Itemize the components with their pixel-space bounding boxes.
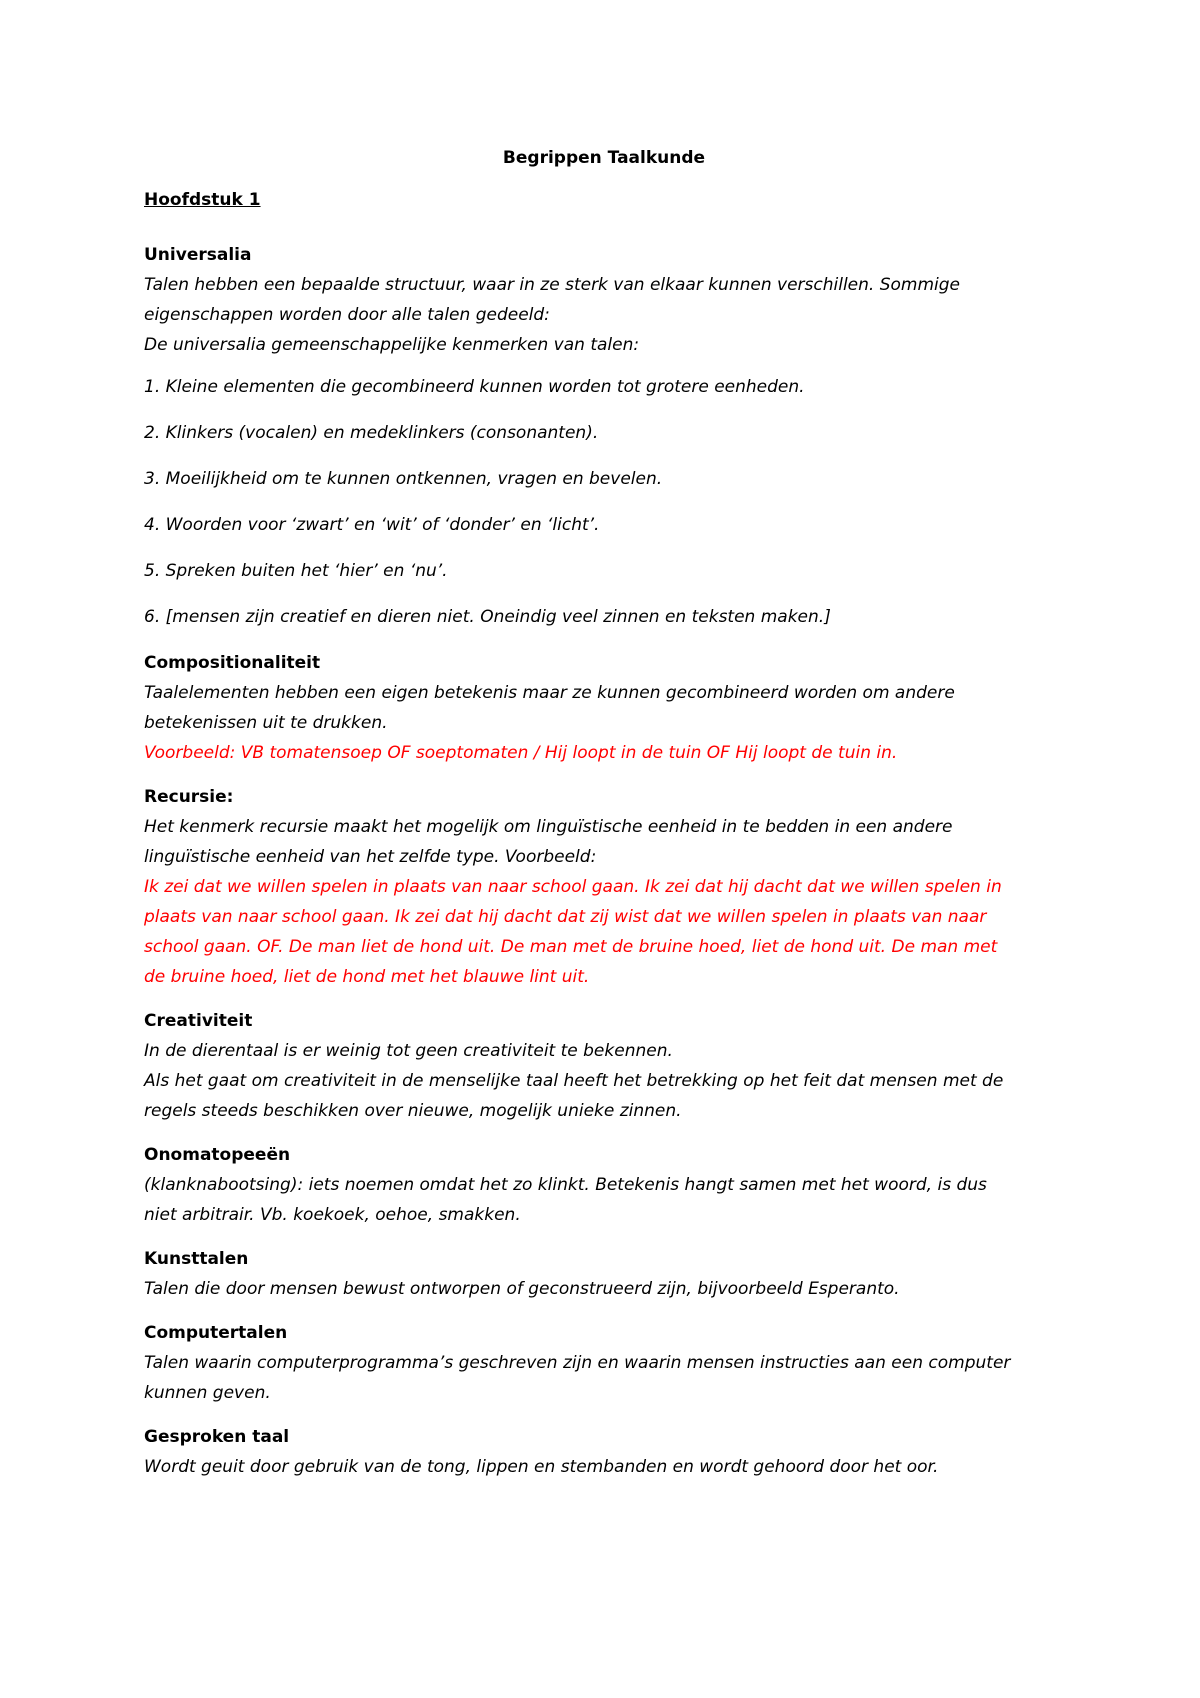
list-item: 6. [mensen zijn creatief en dieren niet. Oneindig veel zinnen en teksten maken.] bbox=[144, 607, 831, 627]
document-title: Begrippen Taalkunde bbox=[502, 148, 706, 168]
term-heading: Onomatopeeën bbox=[144, 1145, 291, 1165]
list-item: 2. Klinkers (vocalen) en medeklinkers (consonanten). bbox=[144, 423, 599, 443]
section-universalia bbox=[144, 240, 1064, 632]
term-heading: Creativiteit bbox=[144, 1011, 253, 1031]
term-heading: Kunsttalen bbox=[144, 1249, 249, 1269]
definition-line: De universalia gemeenschappelijke kenmerken van talen: bbox=[144, 335, 640, 355]
example-line: de bruine hoed, liet de hond met het blauwe lint uit. bbox=[144, 967, 590, 987]
example-line: school gaan. OF. De man liet de hond uit. De man met de bruine hoed, liet de hond uit. De man met bbox=[144, 937, 998, 957]
definition-line: eigenschappen worden door alle talen gedeeld: bbox=[144, 305, 550, 325]
definition-line: Wordt geuit door gebruik van de tong, lippen en stembanden en wordt gehoord door het oor. bbox=[144, 1457, 939, 1477]
term-heading: Compositionaliteit bbox=[144, 653, 321, 673]
list-item: 5. Spreken buiten het ‘hier’ en ‘nu’. bbox=[144, 561, 448, 581]
definition-line: linguïstische eenheid van het zelfde type. Voorbeeld: bbox=[144, 847, 597, 867]
list-item: 1. Kleine elementen die gecombineerd kunnen worden tot grotere eenheden. bbox=[144, 377, 805, 397]
section-gesproken-taal bbox=[144, 1422, 1064, 1482]
definition-line: regels steeds beschikken over nieuwe, mogelijk unieke zinnen. bbox=[144, 1101, 682, 1121]
section-kunsttalen bbox=[144, 1244, 1064, 1304]
definition-line: Taalelementen hebben een eigen betekenis maar ze kunnen gecombineerd worden om andere bbox=[144, 683, 955, 703]
term-heading: Recursie: bbox=[144, 787, 234, 807]
definition-line: Talen hebben een bepaalde structuur, waar in ze sterk van elkaar kunnen verschillen. Sommige bbox=[144, 275, 960, 295]
section-computertalen bbox=[144, 1318, 1064, 1408]
definition-line: Talen waarin computerprogramma’s geschreven zijn en waarin mensen instructies aan een computer bbox=[144, 1353, 1011, 1373]
term-heading: Computertalen bbox=[144, 1323, 288, 1343]
chapter-heading: Hoofdstuk 1 bbox=[144, 190, 261, 210]
example-line: Voorbeeld: VB tomatensoep OF soeptomaten / Hij loopt in de tuin OF Hij loopt de tuin in. bbox=[144, 743, 898, 763]
definition-line: In de dierentaal is er weinig tot geen creativiteit te bekennen. bbox=[144, 1041, 673, 1061]
document-body bbox=[144, 146, 1064, 1482]
term-heading: Gesproken taal bbox=[144, 1427, 290, 1447]
list-item: 4. Woorden voor ‘zwart’ en ‘wit’ of ‘donder’ en ‘licht’. bbox=[144, 515, 600, 535]
section-compositionaliteit bbox=[144, 648, 1064, 768]
section-onomatopeeen bbox=[144, 1140, 1064, 1230]
example-line: Ik zei dat we willen spelen in plaats van naar school gaan. Ik zei dat hij dacht dat we willen spelen in bbox=[144, 877, 1002, 897]
definition-line: (klanknabootsing): iets noemen omdat het zo klinkt. Betekenis hangt samen met het woord, is dus bbox=[144, 1175, 987, 1195]
section-creativiteit bbox=[144, 1006, 1064, 1126]
definition-line: niet arbitrair. Vb. koekoek, oehoe, smakken. bbox=[144, 1205, 521, 1225]
term-heading: Universalia bbox=[144, 245, 252, 265]
definition-line: Het kenmerk recursie maakt het mogelijk om linguïstische eenheid in te bedden in een andere bbox=[144, 817, 953, 837]
list-item: 3. Moeilijkheid om te kunnen ontkennen, vragen en bevelen. bbox=[144, 469, 663, 489]
definition-line: Talen die door mensen bewust ontworpen of geconstrueerd zijn, bijvoorbeeld Esperanto. bbox=[144, 1279, 900, 1299]
definition-line: kunnen geven. bbox=[144, 1383, 271, 1403]
definition-line: betekenissen uit te drukken. bbox=[144, 713, 388, 733]
section-recursie bbox=[144, 782, 1064, 992]
example-line: plaats van naar school gaan. Ik zei dat hij dacht dat zij wist dat we willen spelen in plaats van naar bbox=[144, 907, 987, 927]
definition-line: Als het gaat om creativiteit in de menselijke taal heeft het betrekking op het feit dat mensen met de bbox=[144, 1071, 1004, 1091]
